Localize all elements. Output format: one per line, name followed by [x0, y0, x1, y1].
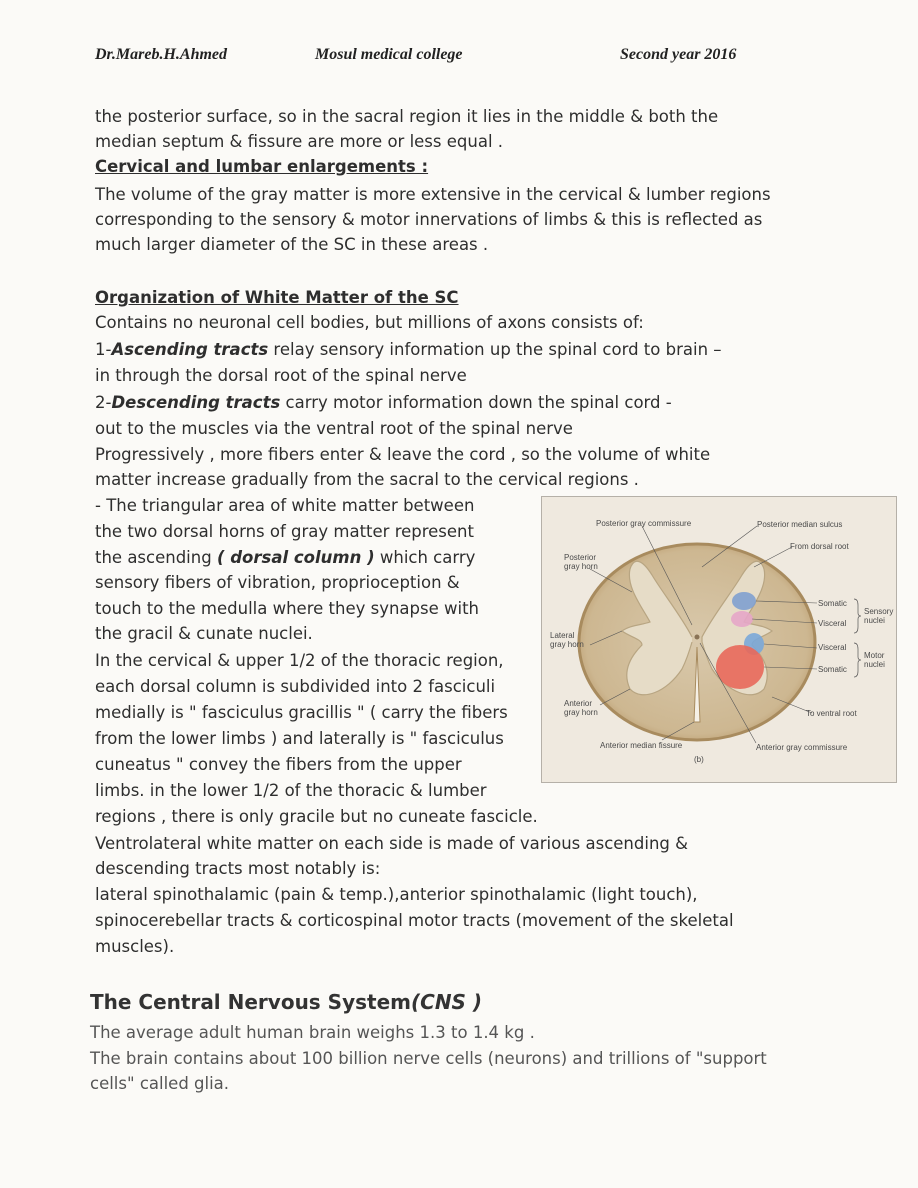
spinal-cord-figure — [541, 496, 897, 783]
text-line: corresponding to the sensory & motor innervations of limbs & this is reflected as — [95, 210, 763, 229]
section-heading-enlargements: Cervical and lumbar enlargements : — [95, 157, 429, 176]
list-number: 2- — [95, 393, 112, 412]
text-line: in through the dorsal root of the spinal nerve — [95, 366, 467, 385]
text-line: touch to the medulla where they synapse with — [95, 599, 480, 618]
text-line: the gracil & cunate nuclei. — [95, 624, 313, 643]
header-author: Dr.Mareb.H.Ahmed — [95, 46, 228, 63]
text-line: much larger diameter of the SC in these areas . — [95, 235, 489, 254]
label-motor-nuclei: Motor nuclei — [864, 651, 885, 669]
text-span: carry motor information down the spinal cord - — [280, 393, 672, 412]
text-line: out to the muscles via the ventral root of the spinal nerve — [95, 419, 573, 438]
text-line: matter increase gradually from the sacral to the cervical regions . — [95, 470, 639, 489]
text-line: cuneatus " convey the fibers from the upper — [95, 755, 462, 774]
text-line: medially is " fasciculus gracillis " ( carry the fibers — [95, 703, 508, 722]
header-year: Second year 2016 — [620, 46, 737, 63]
label-somatic-motor: Somatic — [818, 665, 847, 674]
term-ascending-tracts: Ascending tracts — [111, 340, 269, 359]
label-to-ventral-root: To ventral root — [806, 709, 857, 718]
cns-heading — [90, 990, 482, 1014]
central-canal — [695, 635, 700, 640]
text-line: The volume of the gray matter is more extensive in the cervical & lumber regions — [95, 185, 771, 204]
text-line: cells" called glia. — [90, 1074, 230, 1093]
text-span: which carry — [374, 548, 476, 567]
label-posterior-gray-commissure: Posterior gray commissure — [596, 519, 692, 528]
text-line: - The triangular area of white matter between — [95, 496, 475, 515]
somatic-sensory-nucleus — [732, 592, 756, 610]
section-heading-white-matter: Organization of White Matter of the SC — [95, 288, 459, 307]
spinal-cord-illustration — [542, 497, 896, 782]
text-line: the posterior surface, so in the sacral region it lies in the middle & both the — [95, 107, 719, 126]
label-anterior-gray-commissure: Anterior gray commissure — [756, 743, 848, 752]
text-line: sensory fibers of vibration, proprioception & — [95, 573, 460, 592]
text-line: each dorsal column is subdivided into 2 fasciculi — [95, 677, 496, 696]
text-line: limbs. in the lower 1/2 of the thoracic & lumber — [95, 781, 487, 800]
label-sensory-nuclei: Sensory nuclei — [864, 607, 894, 625]
label-anterior-gray-horn: Anterior gray horn — [564, 699, 598, 717]
label-visceral-motor: Visceral — [818, 643, 847, 652]
figure-panel-label: (b) — [694, 755, 704, 764]
label-somatic-sensory: Somatic — [818, 599, 847, 608]
label-lateral-gray-horn: Lateral gray horn — [550, 631, 584, 649]
label-from-dorsal-root: From dorsal root — [790, 542, 849, 551]
visceral-sensory-nucleus — [731, 611, 753, 627]
text-line: Progressively , more fibers enter & leave the cord , so the volume of white — [95, 445, 711, 464]
label-brackets — [854, 599, 861, 677]
label-posterior-median-sulcus: Posterior median sulcus — [757, 520, 843, 529]
text-line: The brain contains about 100 billion nerve cells (neurons) and trillions of "support — [90, 1049, 767, 1068]
header-college: Mosul medical college — [315, 46, 463, 63]
text-line — [95, 391, 672, 415]
cns-heading-text: The Central Nervous System — [90, 990, 411, 1014]
somatic-motor-nucleus — [716, 645, 764, 689]
text-line: muscles). — [95, 937, 175, 956]
text-line: median septum & fissure are more or less equal . — [95, 132, 504, 151]
text-line: Ventrolateral white matter on each side is made of various ascending & — [95, 834, 688, 853]
text-line: The average adult human brain weighs 1.3 to 1.4 kg . — [90, 1023, 535, 1042]
cns-heading-abbrev: (CNS ) — [411, 990, 483, 1014]
term-descending-tracts: Descending tracts — [111, 393, 281, 412]
label-visceral-sensory: Visceral — [818, 619, 847, 628]
text-line: descending tracts most notably is: — [95, 859, 381, 878]
text-line: regions , there is only gracile but no cuneate fascicle. — [95, 807, 538, 826]
text-line — [95, 546, 475, 570]
label-posterior-gray-horn: Posterior gray horn — [564, 553, 598, 571]
text-line: the two dorsal horns of gray matter represent — [95, 522, 474, 541]
text-line: spinocerebellar tracts & corticospinal motor tracts (movement of the skeletal — [95, 911, 734, 930]
list-number: 1- — [95, 340, 112, 359]
text-line: lateral spinothalamic (pain & temp.),anterior spinothalamic (light touch), — [95, 885, 698, 904]
text-line: Contains no neuronal cell bodies, but millions of axons consists of: — [95, 313, 644, 332]
text-span: the ascending — [95, 548, 217, 567]
text-line — [95, 338, 722, 362]
term-dorsal-column: ( dorsal column ) — [216, 548, 375, 567]
text-span: relay sensory information up the spinal cord to brain – — [268, 340, 722, 359]
page-header — [95, 46, 775, 72]
text-line: from the lower limbs ) and laterally is " fasciculus — [95, 729, 504, 748]
text-line: In the cervical & upper 1/2 of the thoracic region, — [95, 651, 504, 670]
label-anterior-median-fissure: Anterior median fissure — [600, 741, 683, 750]
